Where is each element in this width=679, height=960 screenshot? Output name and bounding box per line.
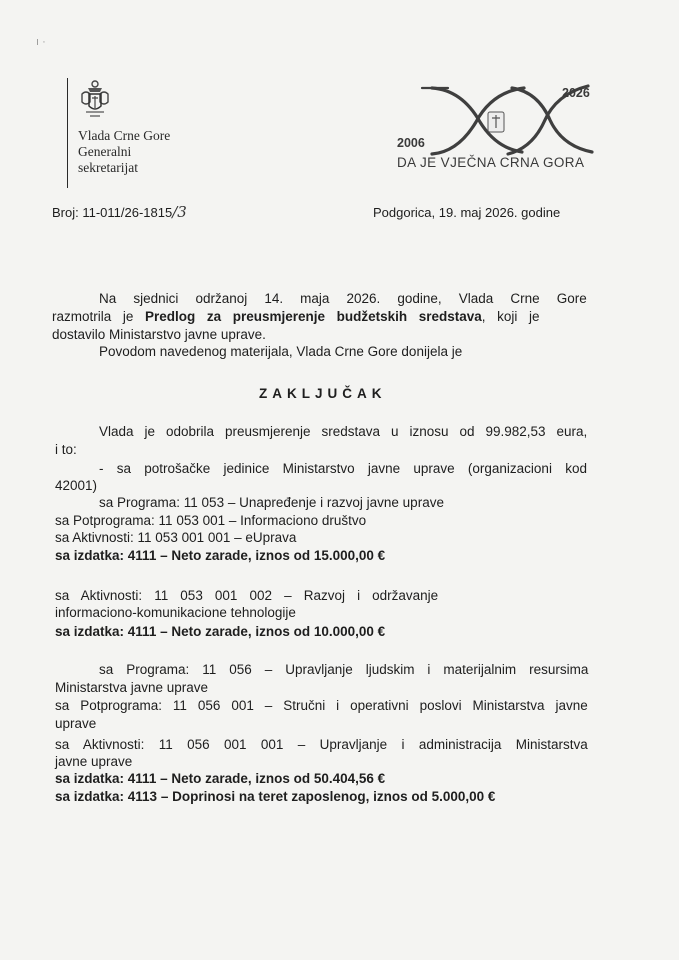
document-number-label: Broj: 11-011/26-1815 — [52, 205, 173, 220]
intro-line-2-end: , koji je — [481, 309, 540, 324]
intro-line-1: Na sjednici održanoj 14. maja 2026. godine, Vlada Crne Gore — [99, 291, 587, 306]
decision-line-1: Vlada je odobrila preusmjerenje sredstava u iznosu od 99.982,53 eura, — [99, 424, 588, 439]
block3-subprogram-line-2: uprave — [55, 716, 97, 731]
block3-activity-line-2: javne uprave — [55, 754, 133, 769]
org-line-1: Vlada Crne Gore — [78, 128, 171, 143]
header-divider — [67, 78, 68, 188]
unit-line-1: - sa potrošačke jedinice Ministarstvo javne uprave (organizacioni kod — [99, 461, 587, 476]
unit-line-2: 42001) — [55, 478, 98, 493]
block1-activity: sa Aktivnosti: 11 053 001 001 – eUprava — [55, 530, 297, 545]
place-date: Podgorica, 19. maj 2026. godine — [373, 205, 561, 220]
scan-artifact: ı · — [36, 36, 46, 48]
document-number — [52, 203, 187, 221]
intro-paragraph-2: Povodom navedenog materijala, Vlada Crne Gore donijela je — [99, 344, 463, 359]
coat-of-arms-icon — [78, 80, 112, 120]
block3-activity-line-1: sa Aktivnosti: 11 056 001 001 – Upravljanje i administracija Ministarstva — [55, 737, 588, 752]
handwritten-number: /3 — [172, 203, 187, 221]
block1-program: sa Programa: 11 053 – Unapređenje i razvoj javne uprave — [99, 495, 444, 510]
logo-year-2006: 2006 — [397, 136, 425, 150]
block3-program-line-1: sa Programa: 11 056 – Upravljanje ljudskim i materijalnim resursima — [99, 662, 589, 677]
block2-expense: sa izdatka: 4111 – Neto zarade, iznos od 10.000,00 € — [55, 624, 386, 639]
block1-expense: sa izdatka: 4111 – Neto zarade, iznos od 15.000,00 € — [55, 548, 386, 563]
material-title: Predlog za preusmjerenje budžetskih sredstava — [144, 309, 482, 324]
logo-motto: DA JE VJEČNA CRNA GORA — [397, 155, 585, 170]
block3-expense-2: sa izdatka: 4113 – Doprinosi na teret zaposlenog, iznos od 5.000,00 € — [55, 789, 496, 804]
org-line-2: Generalni — [78, 144, 132, 159]
block3-program-line-2: Ministarstva javne uprave — [55, 680, 209, 695]
block1-subprogram: sa Potprograma: 11 053 001 – Informaciono društvo — [55, 513, 367, 528]
intro-line-2-start: razmotrila je — [52, 309, 145, 324]
intro-line-2 — [52, 309, 540, 325]
decision-line-2: i to: — [55, 442, 77, 457]
block3-subprogram-line-1: sa Potprograma: 11 056 001 – Stručni i operativni poslovi Ministarstva javne — [55, 698, 588, 713]
block2-activity-line-2: informaciono-komunikacione tehnologije — [55, 605, 296, 620]
org-line-3: sekretarijat — [78, 160, 138, 175]
block2-activity-line-1: sa Aktivnosti: 11 053 001 002 – Razvoj i održavanje — [55, 588, 439, 603]
organization-name — [78, 128, 170, 176]
logo-year-2026: 2026 — [562, 86, 590, 100]
decision-title: ZAKLJUČAK — [259, 386, 387, 401]
intro-line-3: dostavilo Ministarstvo javne uprave. — [52, 327, 266, 342]
block3-expense-1: sa izdatka: 4111 – Neto zarade, iznos od 50.404,56 € — [55, 771, 386, 786]
